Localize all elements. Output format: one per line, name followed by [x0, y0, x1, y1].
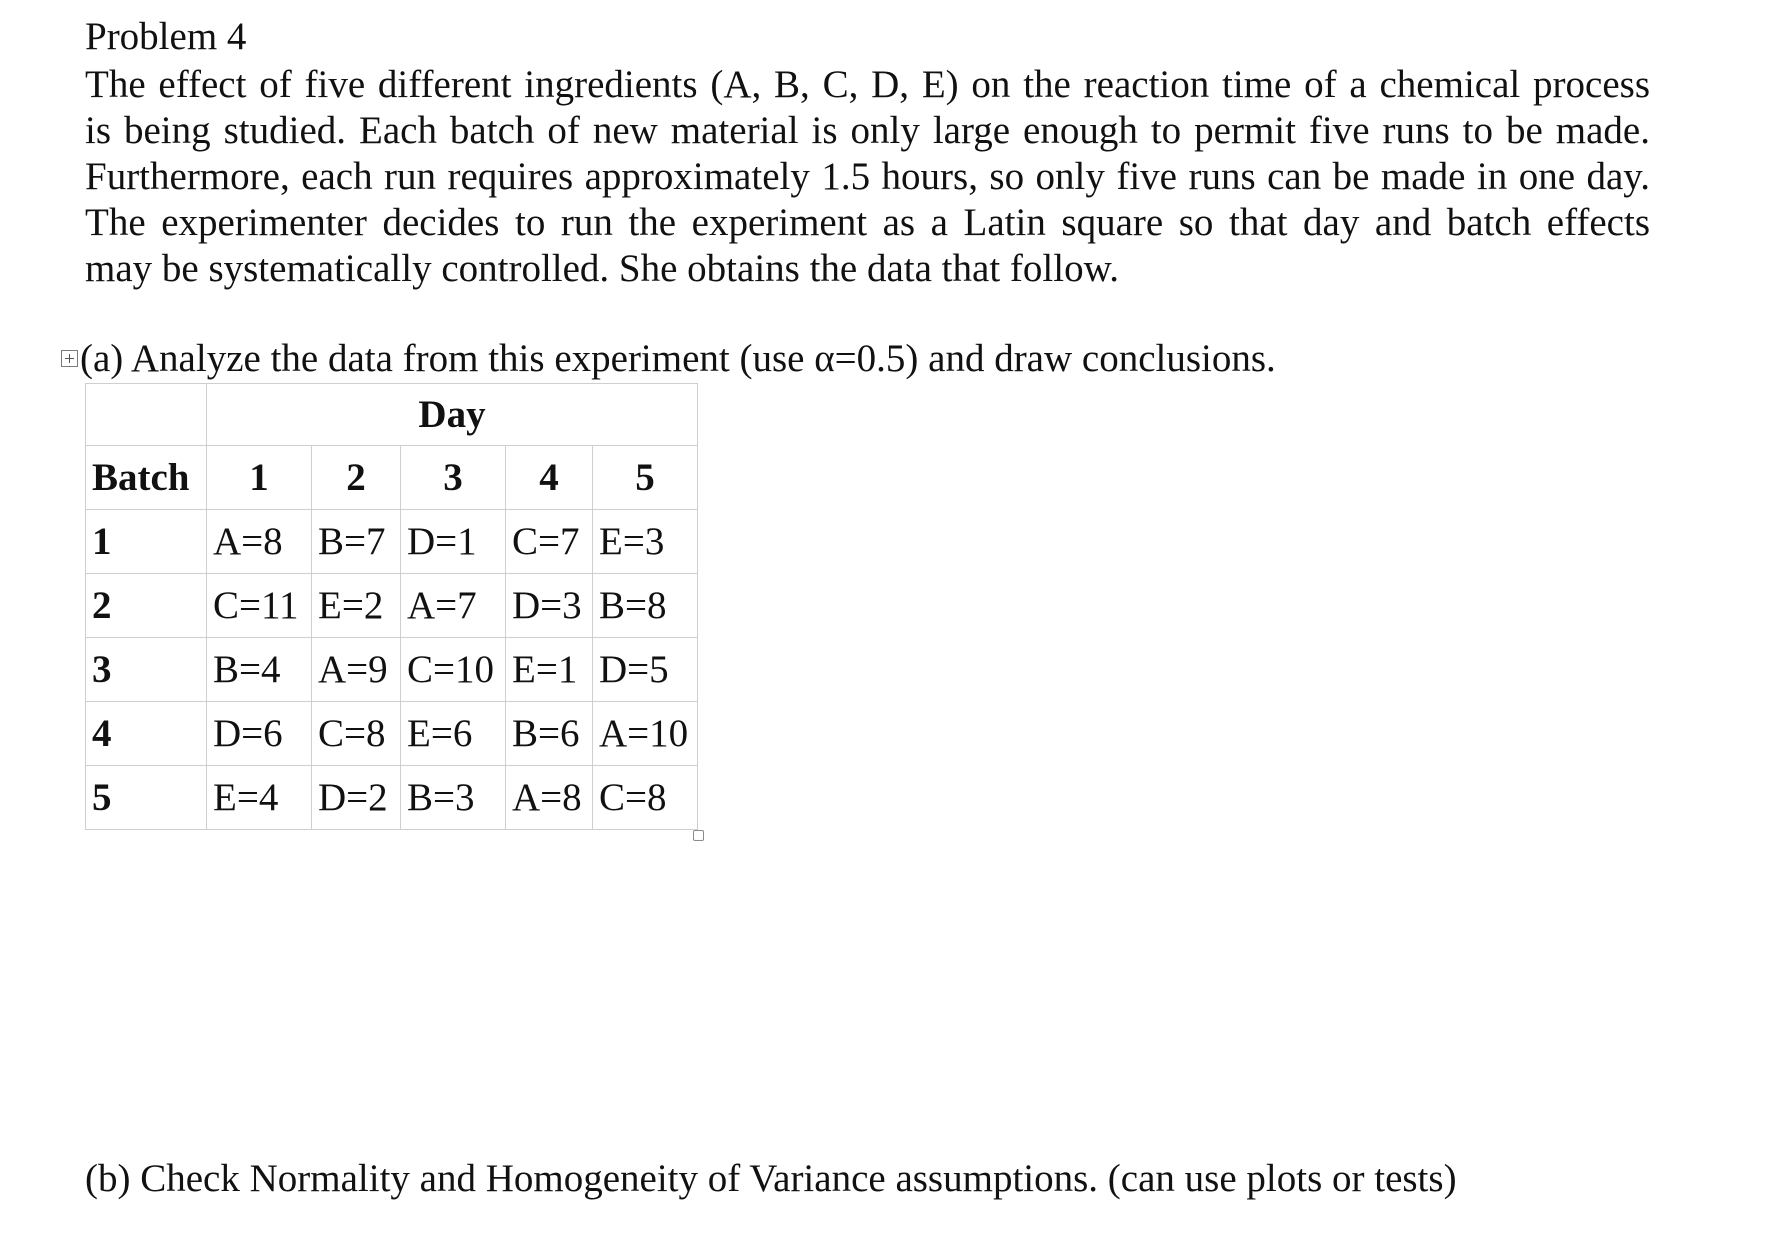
table-cell[interactable]: B=7: [312, 510, 401, 574]
table-row: [86, 638, 698, 702]
table-cell[interactable]: E=1: [506, 638, 593, 702]
table-row: [86, 510, 698, 574]
day-column-header[interactable]: 5: [593, 446, 698, 510]
table-cell[interactable]: C=8: [312, 702, 401, 766]
table-cell[interactable]: E=6: [401, 702, 506, 766]
table-cell[interactable]: A=9: [312, 638, 401, 702]
table-cell[interactable]: C=7: [506, 510, 593, 574]
table-cell[interactable]: A=10: [593, 702, 698, 766]
batch-label[interactable]: 4: [86, 702, 207, 766]
day-column-header[interactable]: 4: [506, 446, 593, 510]
table-header-row: [86, 384, 698, 446]
move-handle-icon[interactable]: [61, 350, 78, 367]
batch-label[interactable]: 5: [86, 766, 207, 830]
batch-label[interactable]: 3: [86, 638, 207, 702]
table-cell[interactable]: D=5: [593, 638, 698, 702]
table-cell[interactable]: C=8: [593, 766, 698, 830]
table-row: [86, 702, 698, 766]
statement-line: The experimenter decides to run the experiment as a Latin square so that day and batch effects: [85, 201, 1650, 244]
table-cell[interactable]: B=8: [593, 574, 698, 638]
table-cell[interactable]: E=2: [312, 574, 401, 638]
problem-title: Problem 4: [85, 15, 247, 58]
table-row: [86, 766, 698, 830]
table-row: [86, 574, 698, 638]
part-b-question: (b) Check Normality and Homogeneity of Variance assumptions. (can use plots or tests): [85, 1157, 1457, 1200]
part-a-question: (a) Analyze the data from this experiment (use α=0.5) and draw conclusions.: [80, 337, 1276, 380]
batch-label[interactable]: 2: [86, 574, 207, 638]
table-cell[interactable]: D=2: [312, 766, 401, 830]
table-cell-empty[interactable]: [86, 384, 207, 446]
table-cell[interactable]: B=3: [401, 766, 506, 830]
day-column-header[interactable]: 1: [207, 446, 312, 510]
table-cell[interactable]: C=11: [207, 574, 312, 638]
table-cell[interactable]: D=1: [401, 510, 506, 574]
batch-label[interactable]: 1: [86, 510, 207, 574]
day-group-header[interactable]: Day: [207, 384, 698, 446]
resize-handle-icon[interactable]: [693, 830, 704, 841]
table-cell[interactable]: D=3: [506, 574, 593, 638]
table-cell[interactable]: A=8: [506, 766, 593, 830]
table-cell[interactable]: B=6: [506, 702, 593, 766]
table-cell[interactable]: A=8: [207, 510, 312, 574]
day-column-header[interactable]: 2: [312, 446, 401, 510]
table-column-header-row: [86, 446, 698, 510]
problem-statement: [85, 62, 1650, 292]
batch-header[interactable]: Batch: [86, 446, 207, 510]
table-cell[interactable]: B=4: [207, 638, 312, 702]
day-column-header[interactable]: 3: [401, 446, 506, 510]
table-cell[interactable]: D=6: [207, 702, 312, 766]
table-cell[interactable]: E=3: [593, 510, 698, 574]
statement-line: The effect of five different ingredients (A, B, C, D, E) on the reaction time of a chemical process: [85, 63, 1650, 106]
statement-line: may be systematically controlled. She obtains the data that follow.: [85, 247, 1119, 290]
statement-line: is being studied. Each batch of new material is only large enough to permit five runs to be made.: [85, 109, 1650, 152]
table-cell[interactable]: A=7: [401, 574, 506, 638]
table-cell[interactable]: E=4: [207, 766, 312, 830]
statement-line: Furthermore, each run requires approximately 1.5 hours, so only five runs can be made in one day.: [85, 155, 1650, 198]
latin-square-table: [85, 383, 698, 830]
table-cell[interactable]: C=10: [401, 638, 506, 702]
